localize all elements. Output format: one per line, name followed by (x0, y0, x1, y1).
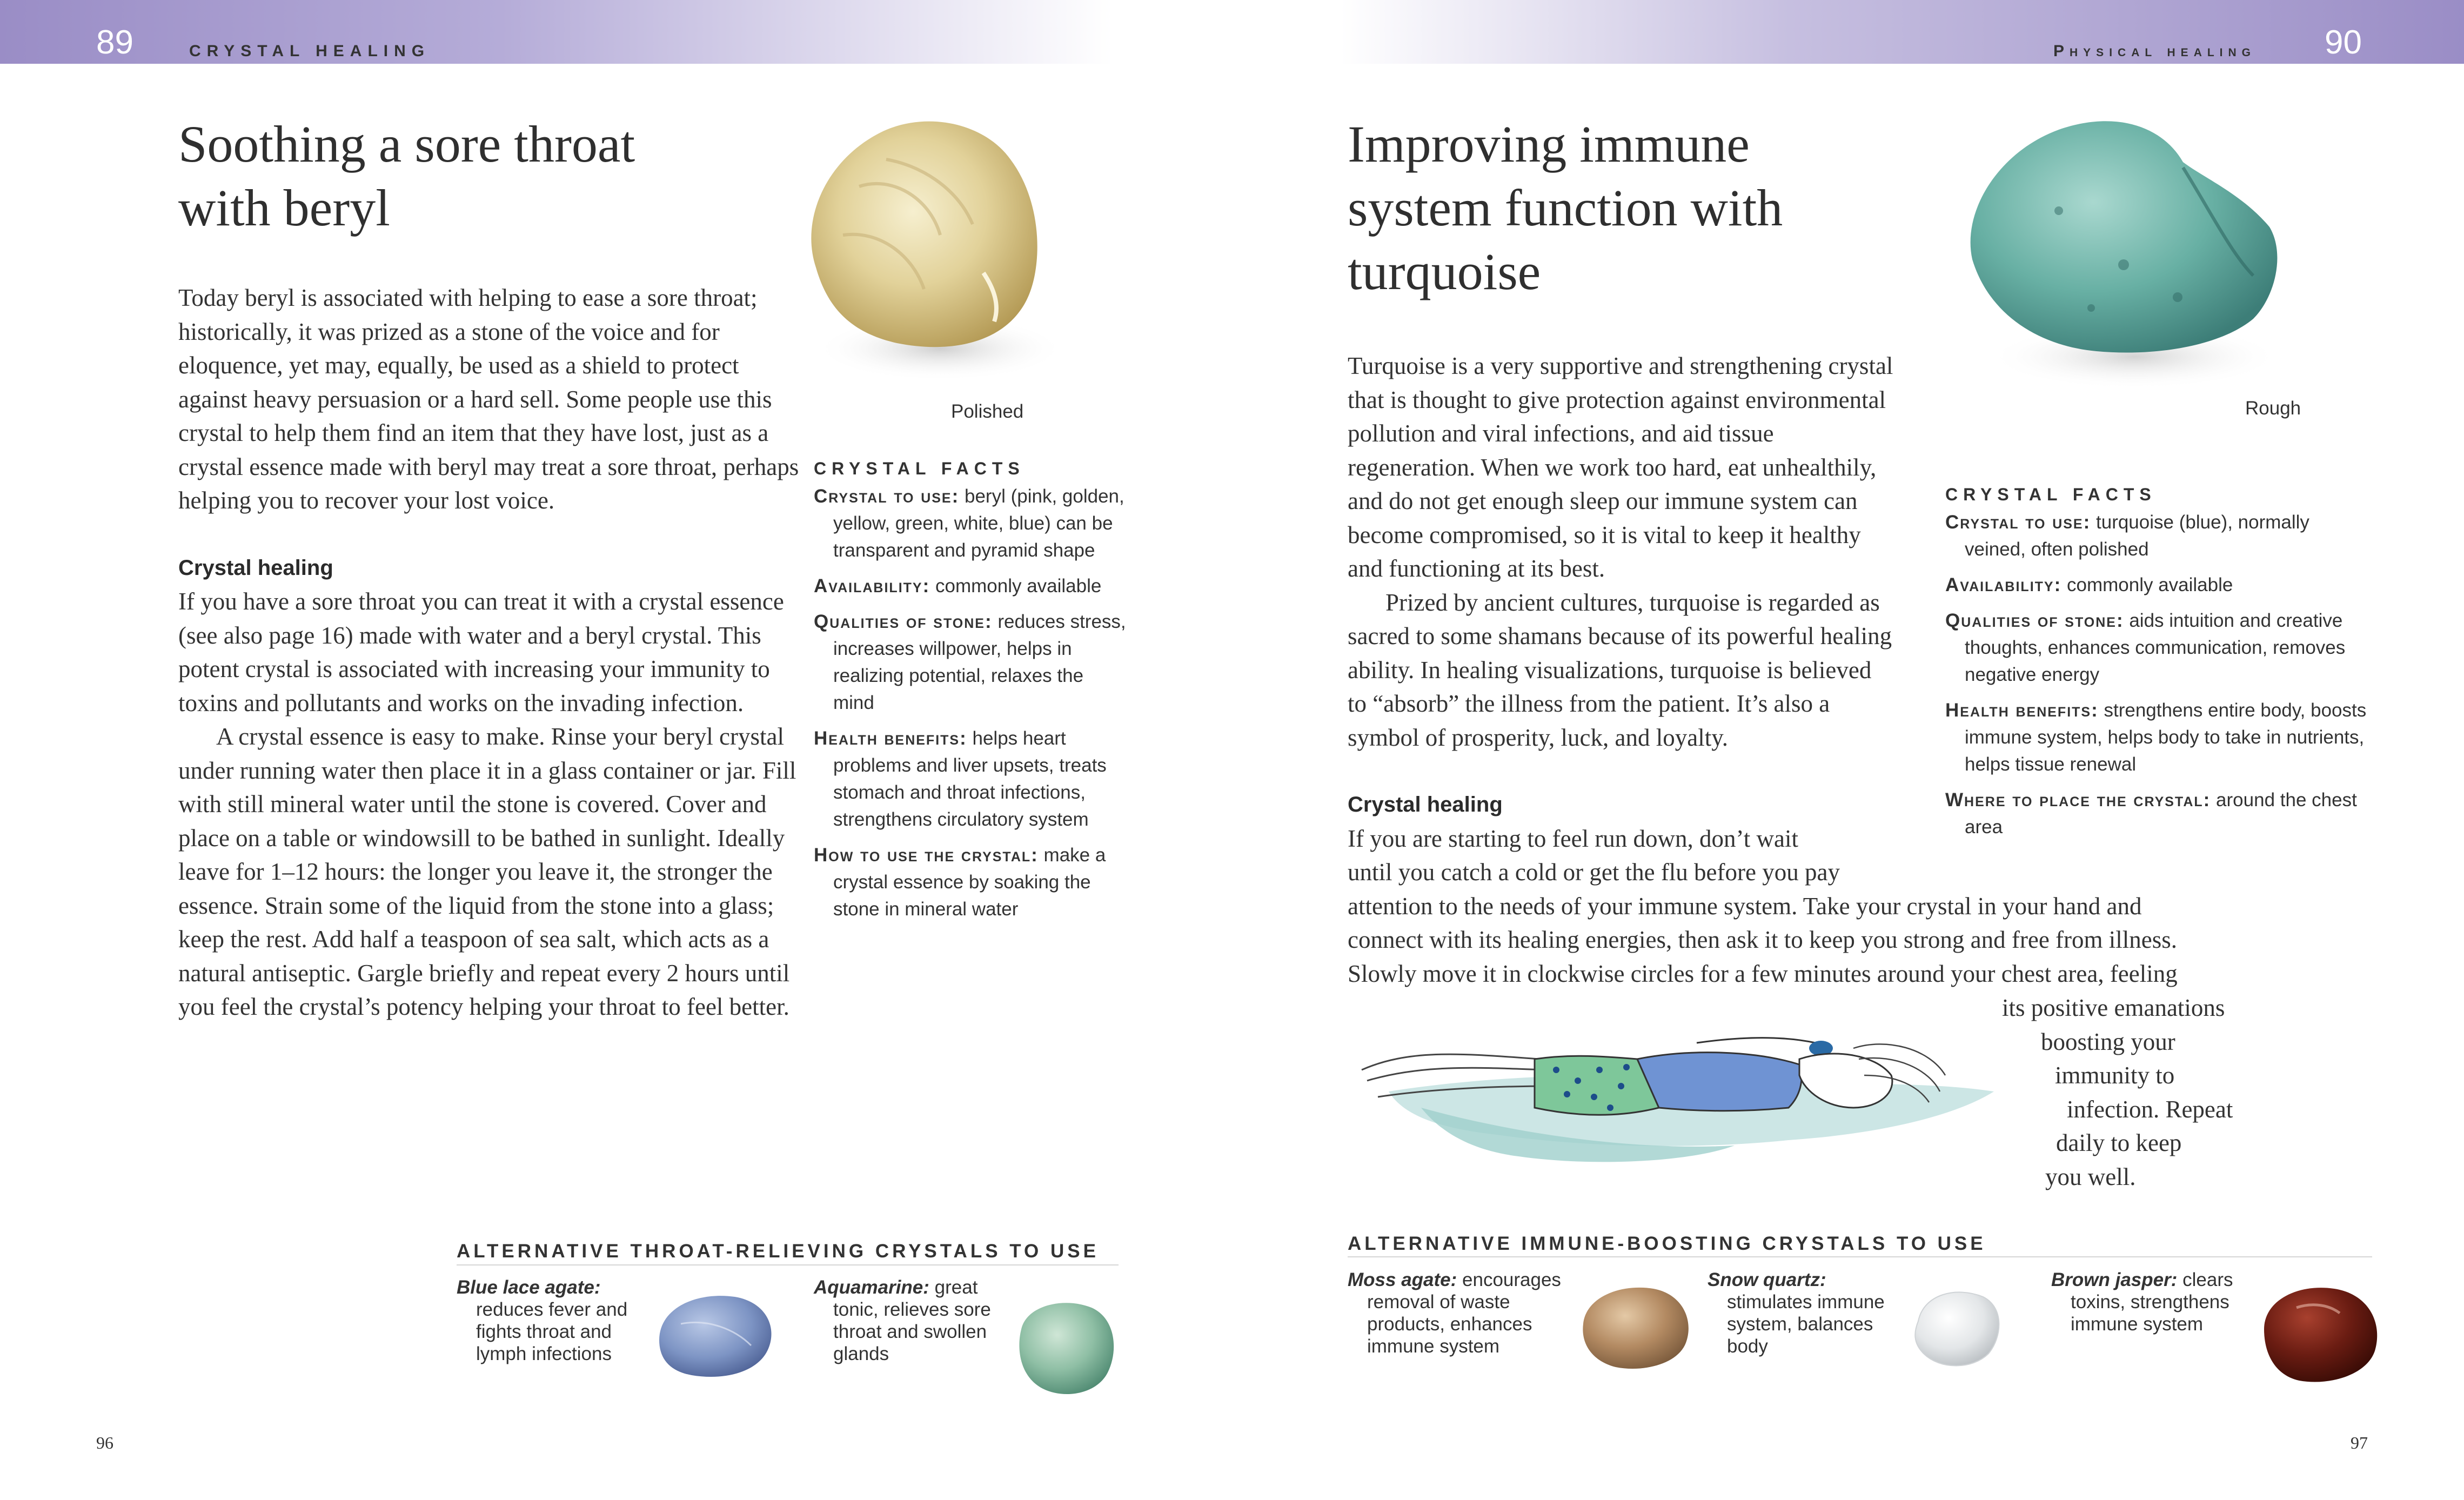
moss-agate-image (1572, 1275, 1697, 1378)
brown-jasper-image (2253, 1275, 2388, 1394)
left-intro: Today beryl is associated with helping to ease a sore throat; historically, it was prized as a stone of the voice and for eloquence, yet may, equally, be used as a shield to protect against heavy persuasion or a hard sell. Some people use this crystal to help them find an item that they have lost, just as a crystal essence made with beryl may treat a sore throat, perhaps helping you to recover your lost voice. (178, 284, 799, 514)
right-crystal-facts (1945, 481, 2367, 849)
right-title-line1: Improving immune (1348, 115, 1750, 173)
left-body (178, 281, 800, 1024)
left-facts-heading: CRYSTAL FACTS (814, 459, 1025, 478)
snow-quartz-image (1902, 1278, 2010, 1375)
left-title-line2: with beryl (178, 179, 390, 237)
left-fact-item: Health benefits: helps heart problems and liver upsets, treats stomach and throat infections, strengthens circulatory system (814, 728, 1107, 830)
right-alternatives-heading: ALTERNATIVE IMMUNE-BOOSTING CRYSTALS TO USE (1348, 1233, 1986, 1254)
right-title-line3: turquoise (1348, 243, 1541, 300)
turquoise-stone-image (1951, 103, 2307, 405)
left-title-line1: Soothing a sore throat (178, 115, 635, 173)
blue-lace-agate-image (643, 1281, 784, 1389)
right-body (1348, 349, 1893, 754)
left-page-number: 96 (96, 1433, 113, 1452)
right-alternatives-rule (1348, 1256, 2372, 1257)
left-running-head: CRYSTAL HEALING (189, 42, 431, 60)
right-header-bar (1340, 0, 2464, 64)
right-healing-section: Crystal healing If you are starting to feel run down, don’t wait until you catch a cold or get the flu before you pay attention to the needs of your immune system. Take your crystal in your hand and connect with its healing energies, then ask it to keep you strong and free from illness. Slowly move it in clockwise circles for a few minutes around your chest area, feeling (1348, 788, 2266, 990)
beryl-caption: Polished (951, 401, 1024, 422)
right-subhead: Crystal healing (1348, 793, 1503, 816)
left-fact-item: How to use the crystal: make a crystal essence by soaking the stone in mineral water (814, 845, 1106, 920)
right-fact-item: Where to place the crystal: around the chest area (1945, 789, 2357, 838)
aquamarine-entry: Aquamarine: great tonic, relieves sore throat and swollen glands (814, 1277, 991, 1364)
lying-woman-illustration (1356, 1027, 1999, 1189)
right-fact-item: Crystal to use: turquoise (blue), normally veined, often polished (1945, 512, 2309, 560)
left-fact-item: Availability: commonly available (814, 575, 1102, 597)
right-intro2: Prized by ancient cultures, turquoise is regarded as sacred to some shamans because of its powerful healing ability. In healing visualizations, turquoise is believed to “absorb” the illness from the patient. It’s also a symbol of prosperity, luck, and loyalty. (1348, 588, 1892, 751)
left-alternatives-heading: ALTERNATIVE THROAT-RELIEVING CRYSTALS TO USE (457, 1241, 1099, 1262)
beryl-stone-image (778, 111, 1081, 392)
left-folio: 89 (96, 24, 133, 61)
right-intro: Turquoise is a very supportive and strengthening crystal that is thought to give protection against environmental pollution and viral infections, and aid tissue regeneration. When we work too hard, eat unhealthily, and do not get enough sleep our immune system can become compromised, so it is vital to keep it healthy and functioning at its best. (1348, 352, 1893, 582)
right-page-number: 97 (2351, 1433, 2368, 1452)
left-subhead: Crystal healing (178, 555, 333, 580)
right-healing-tail: its positive emanations boosting your immunity to infection. Repeat daily to keep you well. (2002, 994, 2233, 1190)
aquamarine-image (1005, 1291, 1124, 1405)
left-header-bar (0, 0, 1113, 64)
turquoise-caption: Rough (2245, 398, 2301, 419)
right-fact-item: Availability: commonly available (1945, 574, 2233, 595)
blue-lace-agate-entry: Blue lace agate: reduces fever and fights throat and lymph infections (457, 1277, 628, 1364)
right-facts-heading: CRYSTAL FACTS (1945, 485, 2157, 504)
left-para2: A crystal essence is easy to make. Rinse your beryl crystal under running water then place it in a glass container or jar. Fill with still mineral water until the stone is covered. Cover and place on a table or windowsill to be bathed in sunlight. Ideally leave for 1–12 hours: the longer you leave it, the stronger the essence. Strain some of the liquid from the stone into a glass; keep the rest. Add half a teaspoon of sea salt, which acts as a natural antiseptic. Gargle briefly and repeat every 2 hours until you feel the crystal’s potency helping your throat to feel better. (178, 723, 796, 1020)
right-title (1348, 112, 1783, 304)
snow-quartz-entry: Snow quartz: stimulates immune system, balances body (1708, 1269, 1885, 1357)
brown-jasper-entry: Brown jasper: clears toxins, strengthens immune system (2051, 1269, 2233, 1335)
right-title-line2: system function with (1348, 179, 1783, 237)
moss-agate-entry: Moss agate: encourages removal of waste products, enhances immune system (1348, 1269, 1561, 1357)
left-alternatives-rule (457, 1264, 1119, 1265)
left-fact-item: Crystal to use: beryl (pink, golden, yellow, green, white, blue) can be transparent and pyramid shape (814, 486, 1124, 561)
right-fact-item: Health benefits: strengthens entire body, boosts immune system, helps body to take in nutrients, helps tissue renewal (1945, 700, 2367, 775)
left-title (178, 112, 635, 240)
left-crystal-facts (814, 455, 1127, 932)
right-running-head: Physical healing (2053, 42, 2257, 60)
right-folio: 90 (2325, 24, 2362, 61)
left-fact-item: Qualities of stone: reduces stress, increases willpower, helps in realizing potential, relaxes the mind (814, 611, 1126, 713)
right-fact-item: Qualities of stone: aids intuition and creative thoughts, enhances communication, removes negative energy (1945, 610, 2346, 685)
left-para1: If you have a sore throat you can treat it with a crystal essence (see also page 16) made with water and a beryl crystal. This potent crystal is associated with increasing your immunity to toxins and pollutants and works on the invading infection. (178, 588, 784, 716)
